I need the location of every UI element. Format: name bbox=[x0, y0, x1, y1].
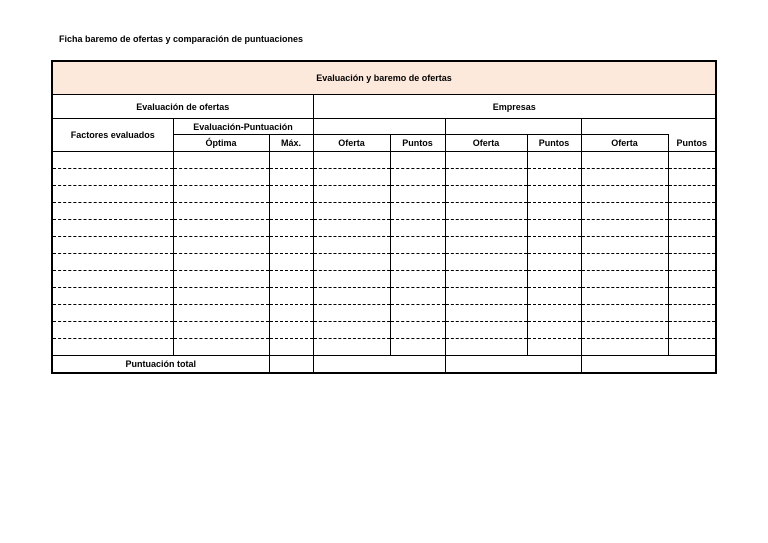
company-3-points-cell[interactable] bbox=[668, 254, 716, 271]
company-2-offer-cell[interactable] bbox=[445, 169, 527, 186]
company-1-points-cell[interactable] bbox=[390, 237, 445, 254]
max-cell[interactable] bbox=[269, 237, 313, 254]
company-3-offer-cell[interactable] bbox=[581, 322, 668, 339]
optimal-cell[interactable] bbox=[173, 237, 269, 254]
company-2-name-cell[interactable] bbox=[445, 119, 581, 135]
table-title: Evaluación y baremo de ofertas bbox=[52, 61, 716, 95]
company-1-points-cell[interactable] bbox=[390, 186, 445, 203]
company-2-offer-cell[interactable] bbox=[445, 220, 527, 237]
company-1-points-cell[interactable] bbox=[390, 322, 445, 339]
table-row bbox=[52, 288, 716, 305]
company-1-offer-cell[interactable] bbox=[313, 305, 390, 322]
optimal-cell[interactable] bbox=[173, 271, 269, 288]
company-3-offer-cell[interactable] bbox=[581, 237, 668, 254]
header-company-1-points: Puntos bbox=[390, 135, 445, 152]
max-cell[interactable] bbox=[269, 288, 313, 305]
header-company-1-offer: Oferta bbox=[313, 135, 390, 152]
optimal-cell[interactable] bbox=[173, 186, 269, 203]
total-max-cell[interactable] bbox=[269, 356, 313, 374]
company-1-offer-cell[interactable] bbox=[313, 220, 390, 237]
max-cell[interactable] bbox=[269, 254, 313, 271]
company-1-offer-cell[interactable] bbox=[313, 152, 390, 169]
factor-cell[interactable] bbox=[52, 271, 173, 288]
factor-cell[interactable] bbox=[52, 220, 173, 237]
company-3-offer-cell[interactable] bbox=[581, 305, 668, 322]
company-1-offer-cell[interactable] bbox=[313, 237, 390, 254]
header-optimal: Óptima bbox=[173, 135, 269, 152]
table-row bbox=[52, 237, 716, 254]
optimal-cell[interactable] bbox=[173, 305, 269, 322]
company-3-name-cell[interactable] bbox=[581, 119, 716, 135]
factor-cell[interactable] bbox=[52, 254, 173, 271]
company-1-offer-cell[interactable] bbox=[313, 339, 390, 356]
factor-cell[interactable] bbox=[52, 339, 173, 356]
total-company-1-cell[interactable] bbox=[313, 356, 445, 374]
company-2-offer-cell[interactable] bbox=[445, 186, 527, 203]
factor-cell[interactable] bbox=[52, 305, 173, 322]
company-2-points-cell[interactable] bbox=[527, 220, 581, 237]
company-1-points-cell[interactable] bbox=[390, 271, 445, 288]
total-score-label: Puntuación total bbox=[52, 356, 269, 374]
optimal-cell[interactable] bbox=[173, 152, 269, 169]
company-2-points-cell[interactable] bbox=[527, 288, 581, 305]
company-2-points-cell[interactable] bbox=[527, 271, 581, 288]
table-row bbox=[52, 186, 716, 203]
company-2-offer-cell[interactable] bbox=[445, 322, 527, 339]
company-3-points-cell[interactable] bbox=[668, 237, 716, 254]
company-2-points-cell[interactable] bbox=[527, 305, 581, 322]
optimal-cell[interactable] bbox=[173, 254, 269, 271]
header-evaluation-points: Evaluación-Puntuación bbox=[173, 119, 313, 135]
company-2-offer-cell[interactable] bbox=[445, 288, 527, 305]
company-3-offer-cell[interactable] bbox=[581, 254, 668, 271]
company-2-offer-cell[interactable] bbox=[445, 237, 527, 254]
company-3-offer-cell[interactable] bbox=[581, 169, 668, 186]
company-1-points-cell[interactable] bbox=[390, 152, 445, 169]
company-2-points-cell[interactable] bbox=[527, 254, 581, 271]
company-3-points-cell[interactable] bbox=[668, 186, 716, 203]
optimal-cell[interactable] bbox=[173, 288, 269, 305]
table-row bbox=[52, 271, 716, 288]
company-3-offer-cell[interactable] bbox=[581, 271, 668, 288]
company-2-offer-cell[interactable] bbox=[445, 305, 527, 322]
company-1-offer-cell[interactable] bbox=[313, 203, 390, 220]
company-1-points-cell[interactable] bbox=[390, 305, 445, 322]
company-1-points-cell[interactable] bbox=[390, 203, 445, 220]
company-1-offer-cell[interactable] bbox=[313, 271, 390, 288]
company-2-points-cell[interactable] bbox=[527, 237, 581, 254]
table-row bbox=[52, 254, 716, 271]
section-evaluation-of-offers: Evaluación de ofertas bbox=[52, 95, 313, 119]
table-row bbox=[52, 322, 716, 339]
company-1-points-cell[interactable] bbox=[390, 288, 445, 305]
total-company-3-cell[interactable] bbox=[581, 356, 716, 374]
company-1-points-cell[interactable] bbox=[390, 339, 445, 356]
company-1-offer-cell[interactable] bbox=[313, 322, 390, 339]
company-3-offer-cell[interactable] bbox=[581, 203, 668, 220]
company-2-offer-cell[interactable] bbox=[445, 271, 527, 288]
header-company-2-points: Puntos bbox=[527, 135, 581, 152]
factor-cell[interactable] bbox=[52, 322, 173, 339]
company-1-points-cell[interactable] bbox=[390, 169, 445, 186]
optimal-cell[interactable] bbox=[173, 169, 269, 186]
table-row bbox=[52, 203, 716, 220]
optimal-cell[interactable] bbox=[173, 322, 269, 339]
max-cell[interactable] bbox=[269, 322, 313, 339]
company-3-offer-cell[interactable] bbox=[581, 288, 668, 305]
total-company-2-cell[interactable] bbox=[445, 356, 581, 374]
table-row bbox=[52, 220, 716, 237]
company-3-offer-cell[interactable] bbox=[581, 220, 668, 237]
header-company-2-offer: Oferta bbox=[445, 135, 527, 152]
company-3-offer-cell[interactable] bbox=[581, 339, 668, 356]
company-1-points-cell[interactable] bbox=[390, 220, 445, 237]
company-3-offer-cell[interactable] bbox=[581, 152, 668, 169]
factor-cell[interactable] bbox=[52, 237, 173, 254]
factor-cell[interactable] bbox=[52, 288, 173, 305]
header-company-3-points: Puntos bbox=[668, 135, 716, 152]
company-1-name-cell[interactable] bbox=[313, 119, 445, 135]
max-cell[interactable] bbox=[269, 339, 313, 356]
company-2-points-cell[interactable] bbox=[527, 169, 581, 186]
optimal-cell[interactable] bbox=[173, 339, 269, 356]
company-3-points-cell[interactable] bbox=[668, 220, 716, 237]
header-company-3-offer: Oferta bbox=[581, 135, 668, 152]
company-2-points-cell[interactable] bbox=[527, 322, 581, 339]
table-row bbox=[52, 339, 716, 356]
factor-cell[interactable] bbox=[52, 203, 173, 220]
max-cell[interactable] bbox=[269, 169, 313, 186]
section-companies: Empresas bbox=[313, 95, 716, 119]
header-factors-evaluated: Factores evaluados bbox=[52, 119, 173, 152]
table-row bbox=[52, 305, 716, 322]
max-cell[interactable] bbox=[269, 220, 313, 237]
table-row bbox=[52, 169, 716, 186]
company-2-offer-cell[interactable] bbox=[445, 339, 527, 356]
factor-cell[interactable] bbox=[52, 152, 173, 169]
factor-cell[interactable] bbox=[52, 169, 173, 186]
optimal-cell[interactable] bbox=[173, 203, 269, 220]
company-3-points-cell[interactable] bbox=[668, 322, 716, 339]
company-1-offer-cell[interactable] bbox=[313, 186, 390, 203]
company-3-points-cell[interactable] bbox=[668, 203, 716, 220]
optimal-cell[interactable] bbox=[173, 220, 269, 237]
company-1-points-cell[interactable] bbox=[390, 254, 445, 271]
company-3-points-cell[interactable] bbox=[668, 305, 716, 322]
company-2-points-cell[interactable] bbox=[527, 203, 581, 220]
table-row bbox=[52, 152, 716, 169]
factor-cell[interactable] bbox=[52, 186, 173, 203]
max-cell[interactable] bbox=[269, 152, 313, 169]
company-2-points-cell[interactable] bbox=[527, 152, 581, 169]
company-1-offer-cell[interactable] bbox=[313, 169, 390, 186]
max-cell[interactable] bbox=[269, 186, 313, 203]
company-2-points-cell[interactable] bbox=[527, 186, 581, 203]
company-3-points-cell[interactable] bbox=[668, 169, 716, 186]
company-3-points-cell[interactable] bbox=[668, 288, 716, 305]
max-cell[interactable] bbox=[269, 305, 313, 322]
company-3-offer-cell[interactable] bbox=[581, 186, 668, 203]
header-max: Máx. bbox=[269, 135, 313, 152]
company-3-points-cell[interactable] bbox=[668, 271, 716, 288]
company-2-offer-cell[interactable] bbox=[445, 203, 527, 220]
max-cell[interactable] bbox=[269, 203, 313, 220]
company-3-points-cell[interactable] bbox=[668, 152, 716, 169]
document-heading: Ficha baremo de ofertas y comparación de puntuaciones bbox=[59, 34, 304, 44]
company-3-points-cell[interactable] bbox=[668, 339, 716, 356]
company-2-offer-cell[interactable] bbox=[445, 254, 527, 271]
evaluation-table bbox=[51, 60, 717, 374]
company-1-offer-cell[interactable] bbox=[313, 254, 390, 271]
max-cell[interactable] bbox=[269, 271, 313, 288]
company-1-offer-cell[interactable] bbox=[313, 288, 390, 305]
company-2-offer-cell[interactable] bbox=[445, 152, 527, 169]
company-2-points-cell[interactable] bbox=[527, 339, 581, 356]
